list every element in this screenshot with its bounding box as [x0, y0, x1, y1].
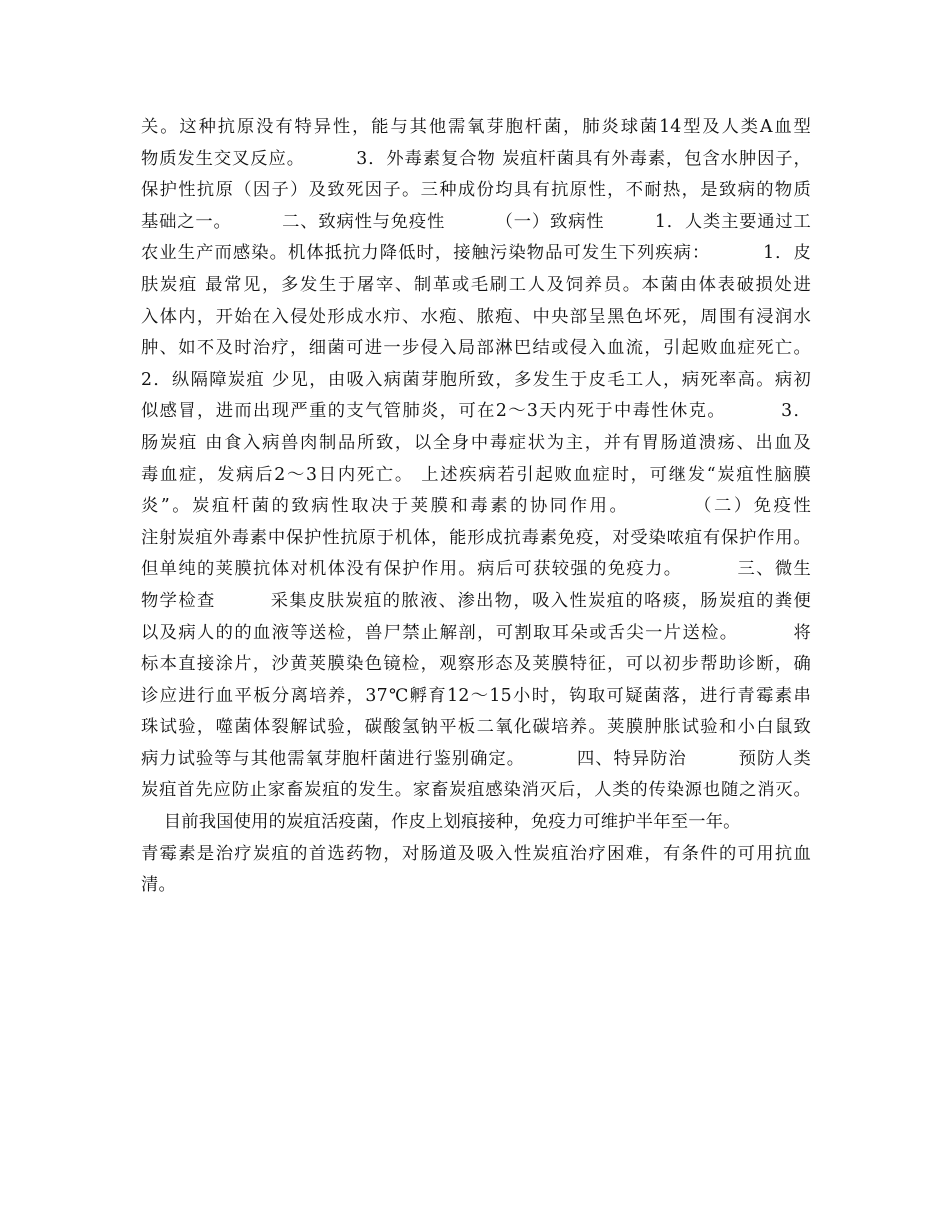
text-line: 标本直接涂片，沙黄荚膜染色镜检，观察形态及荚膜特征，可以初步帮助诊断，确	[141, 654, 811, 675]
text-line: 病力试验等与其他需氧芽胞杆菌进行鉴别确定。 四、特异防治 预防人类	[141, 748, 811, 769]
text-line: 青霉素是治疗炭疽的首选药物，对肠道及吸入性炭疽治疗困难，有条件的可用抗血	[141, 843, 811, 864]
text-line: 肤炭疽 最常见，多发生于屠宰、制革或毛刷工人及饲养员。本菌由体表破损处进	[141, 274, 811, 295]
text-line: 物学检查 采集皮肤炭疽的脓液、渗出物，吸入性炭疽的咯痰，肠炭疽的粪便	[141, 590, 811, 611]
text-line: 诊应进行血平板分离培养，37℃孵育12～15小时，钩取可疑菌落，进行青霉素串	[141, 685, 811, 706]
text-line: 肿、如不及时治疗，细菌可进一步侵入局部淋巴结或侵入血流，引起败血症死亡。	[141, 338, 811, 359]
text-line: 保护性抗原（因子）及致死因子。三种成份均具有抗原性，不耐热，是致病的物质	[141, 180, 811, 201]
text-line: 物质发生交叉反应。 3．外毒素复合物 炭疽杆菌具有外毒素，包含水肿因子，	[141, 148, 811, 169]
text-line: 似感冒，进而出现严重的支气管肺炎，可在2～3天内死于中毒性休克。 3．	[141, 401, 811, 422]
text-line: 毒血症，发病后2～3日内死亡。 上述疾病若引起败血症时，可继发“炭疽性脑膜	[141, 464, 811, 485]
text-line: 注射炭疽外毒素中保护性抗原于机体，能形成抗毒素免疫，对受染哝疽有保护作用。	[141, 527, 811, 548]
text-line: 目前我国使用的炭疽活疫菌，作皮上划痕接种，免疫力可维护半年至一年。	[141, 812, 741, 833]
text-line: 但单纯的荚膜抗体对机体没有保护作用。病后可获较强的免疫力。 三、微生	[141, 559, 811, 580]
text-line: 肠炭疽 由食入病兽肉制品所致，以全身中毒症状为主，并有胃肠道溃疡、出血及	[141, 432, 811, 453]
text-line: 基础之一。 二、致病性与免疫性 （一）致病性 1．人类主要通过工	[141, 211, 811, 232]
text-line: 炭疽首先应防止家畜炭疽的发生。家畜炭疽感染消灭后，人类的传染源也随之消灭。	[141, 780, 811, 801]
text-line: 以及病人的的血液等送检，兽尸禁止解剖，可割取耳朵或舌尖一片送检。 将	[141, 622, 811, 643]
body-text	[141, 112, 811, 902]
text-line: 2．纵隔障炭疽 少见，由吸入病菌芽胞所致，多发生于皮毛工人，病死率高。病初	[141, 369, 811, 390]
text-line: 珠试验，噬菌体裂解试验，碳酸氢钠平板二氧化碳培养。荚膜肿胀试验和小白鼠致	[141, 717, 811, 738]
text-line: 炎”。炭疽杆菌的致病性取决于荚膜和毒素的协同作用。 （二）免疫性	[141, 496, 811, 517]
text-line: 农业生产而感染。机体抵抗力降低时，接触污染物品可发生下列疾病： 1．皮	[141, 243, 811, 264]
text-line: 清。	[141, 875, 176, 896]
text-line: 关。这种抗原没有特异性，能与其他需氧芽胞杆菌，肺炎球菌14型及人类A血型	[141, 117, 811, 137]
text-line: 入体内，开始在入侵处形成水疖、水疱、脓疱、中央部呈黑色坏死，周围有浸润水	[141, 306, 811, 327]
